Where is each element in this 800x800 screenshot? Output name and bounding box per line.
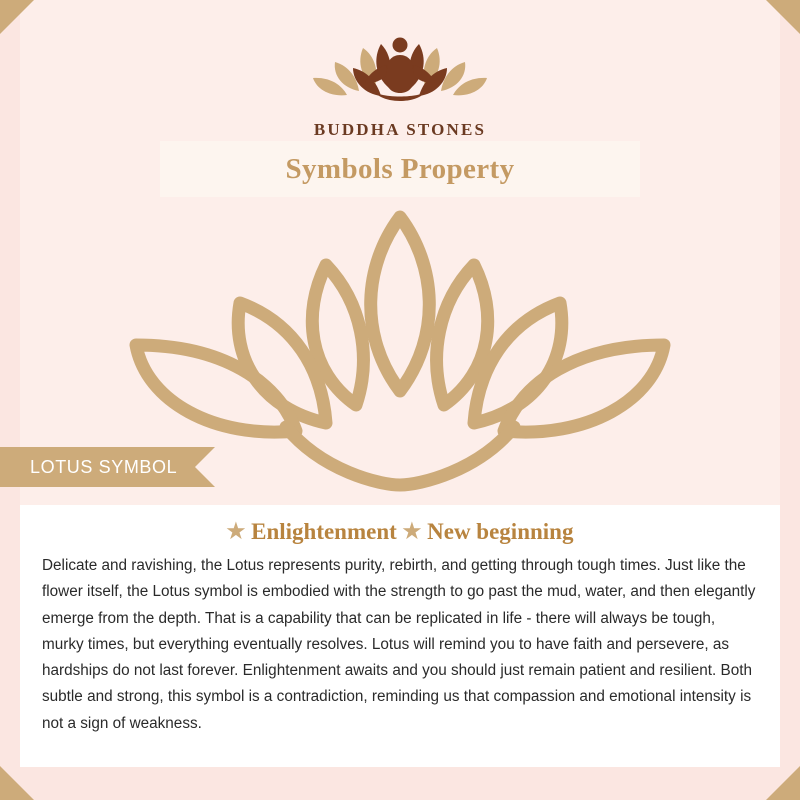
star-icon-left: ★: [226, 519, 246, 543]
title-ribbon: [160, 141, 640, 197]
corner-wedge-bottom-left: [0, 766, 34, 800]
brand-name: BUDDHA STONES: [313, 120, 487, 139]
headline-word-one: Enlightenment: [251, 519, 397, 544]
bottom-decorative-strip: [0, 767, 800, 800]
flag-body: [0, 447, 195, 487]
star-icon-middle: ★: [402, 519, 422, 543]
page-title: Symbols Property: [285, 152, 515, 185]
flag-label: LOTUS SYMBOL: [30, 456, 178, 477]
panel-headline: [42, 519, 758, 545]
flag-notch: [195, 447, 215, 487]
headline-word-two: New beginning: [427, 519, 574, 544]
description-panel: [20, 505, 780, 767]
corner-wedge-bottom-right: [766, 766, 800, 800]
lotus-symbol-flag: [0, 447, 215, 487]
brand-header: [0, 18, 800, 140]
panel-body-text: Delicate and ravishing, the Lotus represents purity, rebirth, and getting through tough times. Just like the flower itself, the Lotus symbol is embodied with the strength to go past the mud, water, and then elegantly emerge from the depth. That is a capability that can be replicated in life - there will always be tough, murky times, but everything eventually resolves. Lotus will remind you to have faith and persevere, as hardships do not last forever. Enlightenment awaits and you should just remain patient and resilient. Both subtle and strong, this symbol is a contradiction, reminding us that compassion and emotional intensity is not a sign of weakness.: [42, 557, 756, 732]
lotus-meditation-figure-icon: [295, 18, 505, 118]
